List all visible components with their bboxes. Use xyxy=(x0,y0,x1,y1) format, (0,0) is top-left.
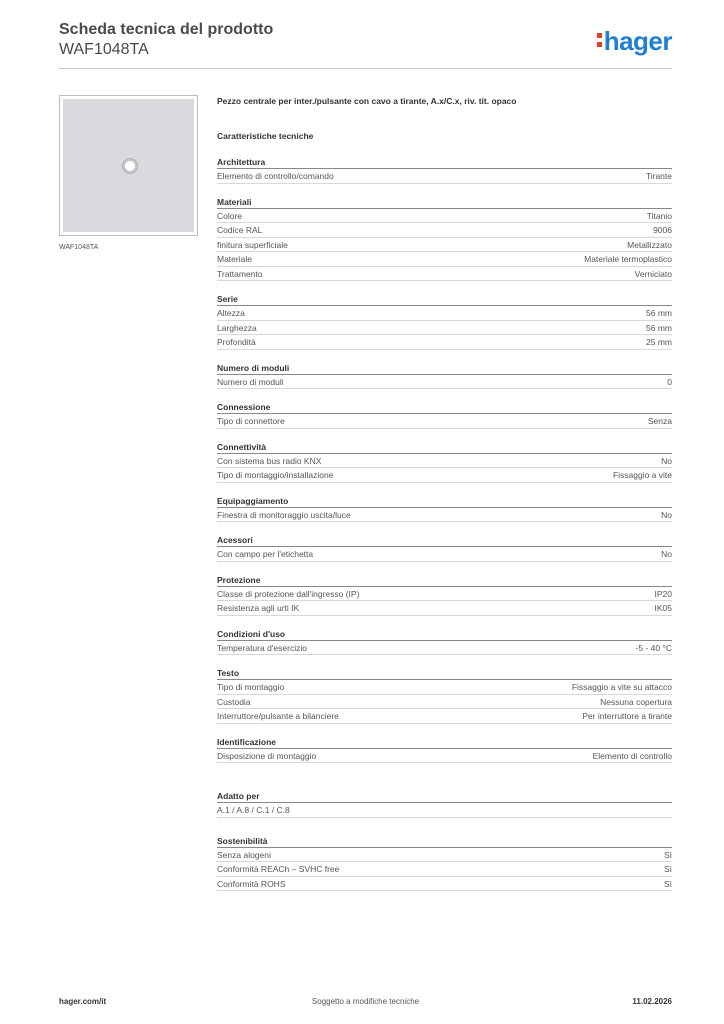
spec-sections xyxy=(217,156,672,763)
spec-label: Tipo di montaggio/installazione xyxy=(217,470,334,480)
tech-characteristics-heading: Caratteristiche tecniche xyxy=(217,131,314,141)
spec-label: Resistenza agli urti IK xyxy=(217,603,300,613)
spec-value: Fissaggio a vite xyxy=(612,470,672,480)
section-title: Materiali xyxy=(217,196,672,209)
product-image-caption: WAF1048TA xyxy=(59,244,99,251)
section-title: Sostenibilità xyxy=(217,835,672,848)
spec-row xyxy=(217,848,672,863)
product-image xyxy=(63,99,194,232)
spec-label: Conformità REACh – SVHC free xyxy=(217,864,340,874)
spec-row xyxy=(217,695,672,710)
section-title: Testo xyxy=(217,667,672,680)
spec-label: Senza alogeni xyxy=(217,849,271,860)
spec-label: Finestra di monitoraggio uscita/luce xyxy=(217,509,351,520)
spec-section xyxy=(217,736,672,764)
spec-row xyxy=(217,877,672,892)
spec-section xyxy=(217,628,672,656)
spec-row xyxy=(217,335,672,350)
spec-row xyxy=(217,375,672,390)
footer-note: Soggetto a modifiche tecniche xyxy=(311,997,420,1006)
spec-row xyxy=(217,803,672,818)
spec-label: finitura superficiale xyxy=(217,239,288,250)
section-title: Identificazione xyxy=(217,736,672,749)
spec-value: Verniciato xyxy=(634,268,672,279)
spec-row xyxy=(217,862,672,877)
spec-value: -5 - 40 °C xyxy=(635,642,672,653)
spec-label: Codice RAL xyxy=(217,225,263,235)
section-title: Acessori xyxy=(217,534,672,547)
spec-value: 56 mm xyxy=(646,308,672,318)
spec-section xyxy=(217,401,672,429)
spec-label: Disposizione di montaggio xyxy=(217,750,317,761)
spec-section xyxy=(217,293,672,350)
page-header xyxy=(59,20,672,68)
spec-label: Colore xyxy=(217,210,243,221)
spec-label: Conformità ROHS xyxy=(217,878,286,889)
spec-value: 9006 xyxy=(653,225,672,235)
spec-value: Senza xyxy=(647,416,672,426)
section-title: Equipaggiamento xyxy=(217,495,672,508)
section-title: Serie xyxy=(217,293,672,306)
spec-content xyxy=(217,95,672,891)
spec-row xyxy=(217,414,672,429)
product-image-frame xyxy=(59,95,198,236)
spec-row xyxy=(217,267,672,282)
product-description: Pezzo centrale per inter./pulsante con cavo a tirante, A.x/C.x, riv. tit. opaco xyxy=(217,96,517,106)
spec-section xyxy=(217,156,672,184)
spec-row xyxy=(217,252,672,267)
spec-value: Materiale termoplastico xyxy=(584,254,672,264)
section-title: Connessione xyxy=(217,401,672,414)
spec-row xyxy=(217,223,672,238)
spec-label: Profondità xyxy=(217,337,256,347)
spec-row xyxy=(217,169,672,184)
spec-row xyxy=(217,454,672,469)
document-title: Scheda tecnica del prodotto xyxy=(59,21,274,38)
spec-value: 0 xyxy=(667,376,672,387)
spec-label: Altezza xyxy=(217,308,245,318)
footer-site-link[interactable]: hager.com/it xyxy=(59,997,107,1006)
spec-label: Elemento di controllo/comando xyxy=(217,171,334,181)
spec-section xyxy=(217,495,672,523)
logo-text: hager xyxy=(603,26,672,56)
hager-logo[interactable] xyxy=(597,26,672,57)
header-divider xyxy=(59,68,672,69)
spec-label: Classe di protezione dall'ingresso (IP) xyxy=(217,588,360,599)
pull-cord-hole-icon xyxy=(123,159,137,173)
spec-section-sostenibilita xyxy=(217,835,672,892)
spec-value: Titanio xyxy=(646,210,672,221)
spec-row xyxy=(217,587,672,602)
spec-section xyxy=(217,362,672,390)
spec-value: 25 mm xyxy=(646,337,672,347)
spec-label: Tipo di montaggio xyxy=(217,682,285,692)
spec-value: Nessuna copertura xyxy=(600,696,672,707)
spec-value: Per interruttore a tirante xyxy=(582,711,672,721)
section-title: Architettura xyxy=(217,156,672,169)
spec-value: Fissaggio a vite su attacco xyxy=(571,682,672,692)
spec-row xyxy=(217,680,672,695)
spec-row xyxy=(217,749,672,764)
spec-label: Larghezza xyxy=(217,322,257,333)
spec-value: IP20 xyxy=(654,588,672,599)
spec-row xyxy=(217,709,672,724)
spec-value: No xyxy=(661,549,672,559)
spec-label: Con campo per l'etichetta xyxy=(217,549,314,559)
spec-row xyxy=(217,641,672,656)
spec-label: Interruttore/pulsante a bilanciere xyxy=(217,711,339,721)
spec-value: Metallizzato xyxy=(627,239,672,250)
spec-row xyxy=(217,209,672,224)
product-code: WAF1048TA xyxy=(59,41,149,58)
logo-dots-icon xyxy=(597,33,602,51)
spec-section-adatto xyxy=(217,790,672,818)
spec-row xyxy=(217,468,672,483)
spec-section xyxy=(217,196,672,282)
section-title: Protezione xyxy=(217,574,672,587)
spec-label: Materiale xyxy=(217,254,252,264)
spec-value: No xyxy=(661,509,672,520)
spec-row xyxy=(217,306,672,321)
spec-label: Con sistema bus radio KNX xyxy=(217,455,322,466)
spec-row xyxy=(217,321,672,336)
spec-label: Custodia xyxy=(217,696,251,707)
spec-label: A.1 / A.8 / C.1 / C.8 xyxy=(217,805,290,815)
spec-value: Tirante xyxy=(645,171,672,181)
spec-section xyxy=(217,441,672,483)
section-title: Numero di moduli xyxy=(217,362,672,375)
spec-value: Sì xyxy=(663,878,672,889)
spec-row xyxy=(217,601,672,616)
spec-row xyxy=(217,508,672,523)
spec-value: No xyxy=(661,455,672,466)
spec-row xyxy=(217,547,672,562)
footer-date: 11.02.2026 xyxy=(632,997,672,1006)
spec-section xyxy=(217,534,672,562)
spec-label: Tipo di connettore xyxy=(217,416,285,426)
spec-section xyxy=(217,667,672,724)
spec-value: Sì xyxy=(663,864,672,874)
spec-label: Temperatura d'esercizio xyxy=(217,642,307,653)
spec-row xyxy=(217,238,672,253)
section-title: Connettività xyxy=(217,441,672,454)
spec-value: 56 mm xyxy=(646,322,672,333)
spec-label: Numero di moduli xyxy=(217,376,284,387)
spec-value: IK05 xyxy=(654,603,672,613)
spec-section xyxy=(217,574,672,616)
section-title: Condizioni d'uso xyxy=(217,628,672,641)
spec-label: Trattamento xyxy=(217,268,263,279)
spec-value: Elemento di controllo xyxy=(592,750,672,761)
spec-value: Sì xyxy=(663,849,672,860)
section-title: Adatto per xyxy=(217,790,672,803)
